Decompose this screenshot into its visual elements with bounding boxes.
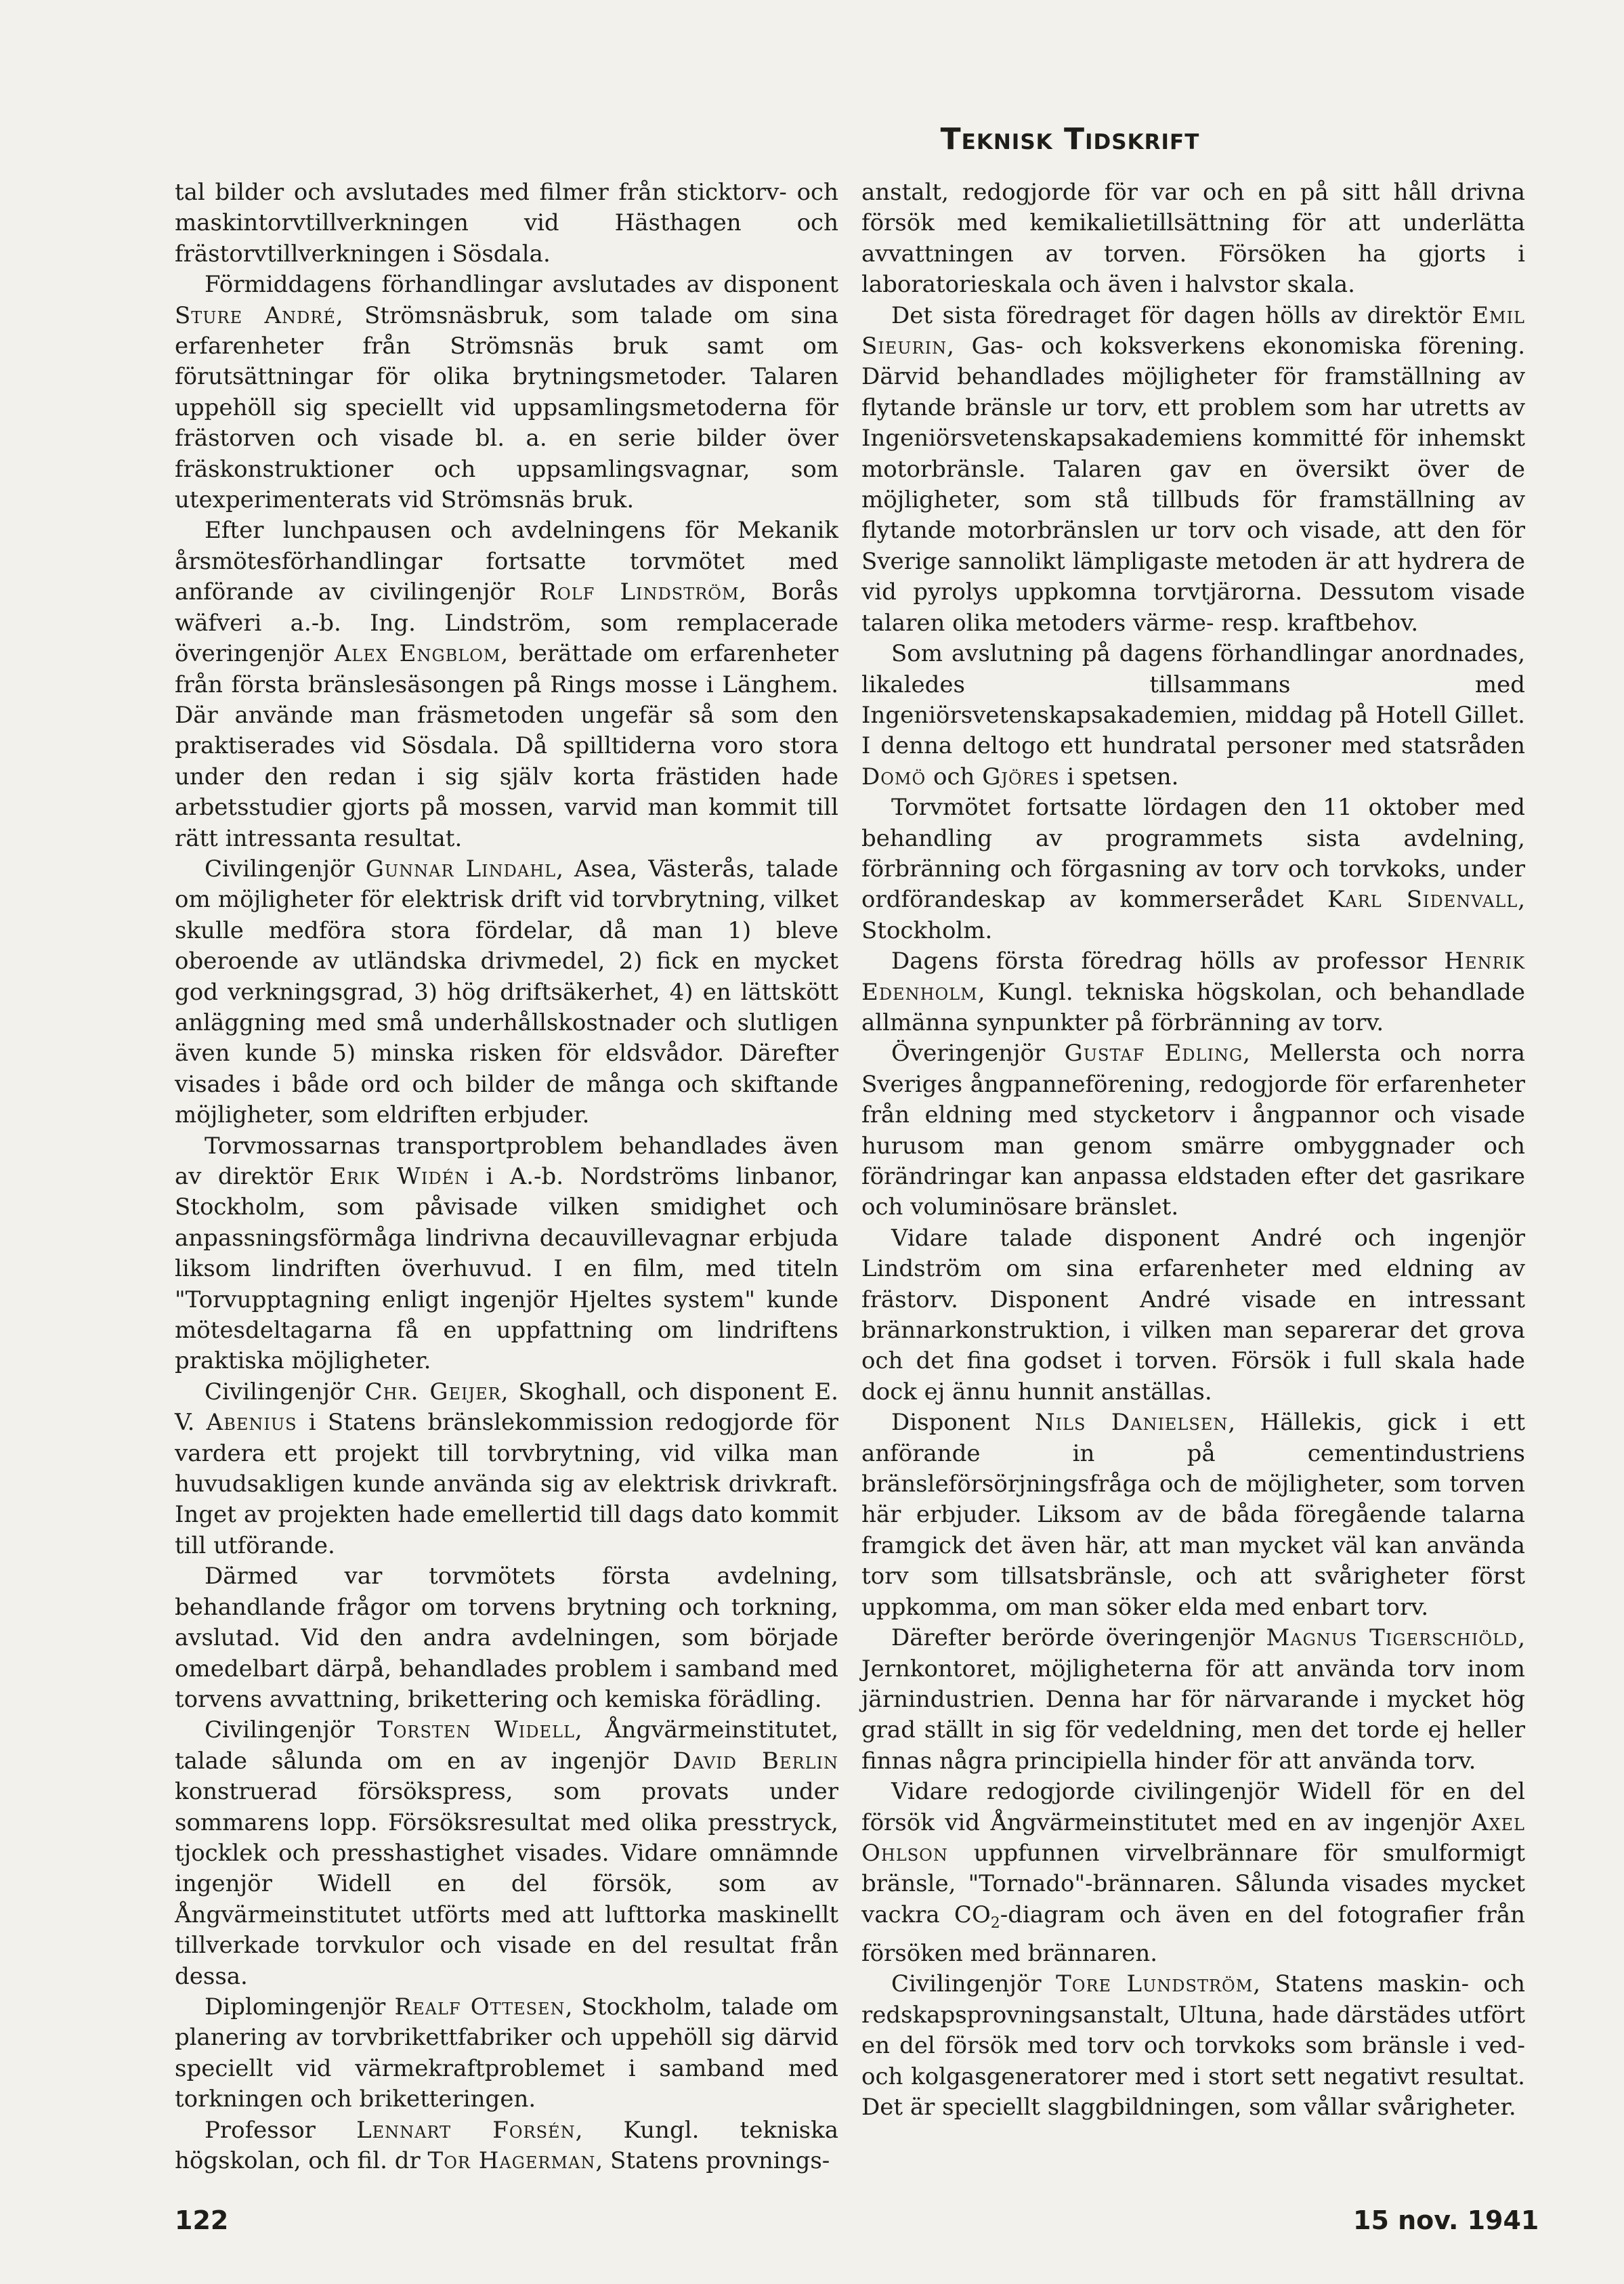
paragraph-text: Det sista föredraget för dagen hölls av direktör — [891, 301, 1472, 329]
article-paragraph — [861, 946, 1525, 1038]
left-text-column — [175, 177, 838, 2176]
journal-masthead: Teknisk Tidskrift — [940, 122, 1200, 156]
article-paragraph — [861, 1623, 1525, 1777]
article-paragraph — [175, 1715, 838, 1992]
subscript: 2 — [990, 1914, 1000, 1932]
article-paragraph — [175, 1377, 838, 1561]
paragraph-text: , Strömsnäsbruk, som talade om sina erfarenheter från Strömsnäs bruk samt om förutsättningar för olika brytningsmetoder. Talaren uppehöll sig speciellt vid uppsamlingsmetoderna för frästorven och visade bl. a. en serie bilder över fräskonstruktioner och uppsamlingsvagnar, som utexperimenterats vid Strömsnäs bruk. — [175, 301, 838, 514]
right-text-column — [861, 177, 1525, 2123]
article-paragraph — [861, 1777, 1525, 1969]
paragraph-text: anstalt, redogjorde för var och en på sitt håll drivna försök med kemikalietillsättning för att underlätta avvattningen av torven. Försöken ha gjorts i laboratorieskala och även i halvstor skala. — [861, 179, 1525, 299]
paragraph-text: -diagram och även en del fotografier från försöken med brännaren. — [861, 1901, 1525, 1967]
paragraph-text: Civilingenjör — [205, 855, 366, 883]
paragraph-text: Efter lunchpausen och avdelningens för Mekanik årsmötesförhandlingar fortsatte torvmötet med anförande av civilingenjör — [175, 517, 838, 606]
paragraph-text: Torvmossarnas transportproblem behandlades även av direktör — [175, 1132, 838, 1190]
paragraph-text: Professor — [205, 2116, 357, 2144]
article-paragraph — [861, 1038, 1525, 1223]
person-name: Henrik Edenholm — [861, 948, 1525, 1006]
paragraph-text: Vidare redogjorde civilingenjör Widell för en del försök vid Ångvärmeinstitutet med en av ingenjör — [861, 1778, 1525, 1836]
paragraph-text: , Statens provnings- — [595, 2147, 830, 2174]
paragraph-text: och — [926, 763, 983, 790]
paragraph-text: Därefter berörde överingenjör — [891, 1624, 1266, 1652]
paragraph-text: , Gas- och koksverkens ekonomiska förening. Därvid behandlades möjligheter för framställning av flytande bränsle ur torv, ett problem som har utretts av Ingeniörsvetenskapsakademiens kommitté för inhemskt motorbränsle. Talaren gav en översikt över de möjligheter, som stå tillbuds för framställning av flytande motorbränslen ur torv och visade, att den för Sverige sannolikt lämpligaste metoden är att hydrera de vid pyrolys uppkomna torvtjärorna. Dessutom visade talaren olika metoders värme- resp. kraftbehov. — [861, 333, 1525, 637]
paragraph-text: , Stockholm, talade om planering av torvbrikettfabriker och uppehöll sig därvid speciellt vid värmekraftproblemet i samband med torkningen och briketteringen. — [175, 1993, 838, 2113]
person-name: Erik Widén — [329, 1163, 470, 1190]
paragraph-text: Dagens första föredrag hölls av professor — [891, 948, 1445, 975]
article-paragraph — [861, 1408, 1525, 1623]
article-paragraph — [175, 1992, 838, 2115]
paragraph-text: Som avslutning på dagens förhandlingar anordnades, likaledes tillsammans med Ingeniörsvetenskapsakademien, middag på Hotell Gillet. I denna deltogo ett hundratal personer med statsråden — [861, 640, 1525, 760]
paragraph-text: Civilingenjör — [205, 1378, 365, 1405]
paragraph-text: , Hällekis, gick i ett anförande in på cementindustriens bränsleförsörjningsfråga och de möjligheter, som torven här erbjuder. Liksom av de båda föregående talarna framgick det även här, att man mycket väl kan använda torv som tillsatsbränsle, och att svårigheter först uppkomma, om man söker elda med enbart torv. — [861, 1409, 1525, 1621]
article-paragraph — [861, 301, 1525, 639]
article-paragraph — [175, 2115, 838, 2177]
paragraph-text: , Mellersta och norra Sveriges ångpanneförening, redogjorde för erfarenheter från eldning med stycketorv i ångpannor och visade hurusom man genom smärre ombyggnader och förändringar kan anpassa eldstaden efter det gasrikare och voluminösare bränslet. — [861, 1040, 1525, 1221]
person-name: Torsten Widell — [377, 1716, 575, 1744]
paragraph-text: , Stockholm. — [861, 886, 1525, 944]
person-name: Chr. Geijer — [364, 1378, 501, 1405]
paragraph-text: , Borås wäfveri a.-b. Ing. Lindström, som remplacerade överingenjör — [175, 578, 839, 668]
paragraph-text: , Skoghall, och disponent E. V. — [175, 1378, 838, 1437]
person-name: David Berlin — [672, 1747, 838, 1775]
paragraph-text: , Ångvärmeinstitutet, talade sålunda om en av ingenjör — [175, 1716, 839, 1775]
paragraph-text: Diplomingenjör — [205, 1993, 395, 2021]
paragraph-text: Överingenjör — [891, 1040, 1065, 1067]
paragraph-text: , Kungl. tekniska högskolan, och behandlade allmänna synpunkter på förbränning av torv. — [861, 978, 1525, 1036]
paragraph-text: Civilingenjör — [891, 1970, 1056, 1998]
issue-date: 15 nov. 1941 — [1353, 2205, 1539, 2235]
paragraph-text: , Statens maskin- och redskapsprovningsanstalt, Ultuna, hade därstädes utfört en del försök med torv och torvkoks som bränsle i ved- och kolgasgeneratorer med i stort sett negativt resultat. Det är speciellt slaggbildningen, som vållar svårigheter. — [861, 1970, 1525, 2121]
person-name: Emil Sieurin — [861, 301, 1525, 360]
person-name: Abenius — [206, 1409, 297, 1437]
person-name: Lennart Forsén — [356, 2116, 576, 2144]
person-name: Alex Engblom — [334, 640, 501, 668]
person-name: Karl Sidenvall — [1327, 886, 1518, 914]
paragraph-text: Förmiddagens förhandlingar avslutades av disponent — [205, 271, 838, 299]
paragraph-text: i Statens bränslekommission redogjorde för vardera ett projekt till torvbrytning, vid vilka man huvudsakligen kunde använda sig av elektrisk drivkraft. Inget av projekten hade emellertid till dags dato kommit till utförande. — [175, 1409, 838, 1559]
paragraph-text: uppfunnen virvelbrännare för smulformigt bränsle, "Tornado"-brännaren. Sålunda visades mycket vackra CO — [861, 1839, 1525, 1928]
article-paragraph — [175, 1561, 838, 1715]
person-name: Gustaf Edling — [1064, 1040, 1243, 1067]
paragraph-text: i spetsen. — [1059, 763, 1179, 790]
article-paragraph — [861, 1223, 1525, 1408]
article-paragraph — [175, 177, 838, 270]
article-paragraph — [861, 792, 1525, 946]
paragraph-text: Disponent — [891, 1409, 1035, 1437]
person-name: Tore Lundström — [1056, 1970, 1254, 1998]
person-name: Sture André — [175, 301, 336, 329]
paragraph-text: , berättade om erfarenheter från första bränslesäsongen på Rings mosse i Länghem. Där använde man fräsmetoden ungefär så som den praktiserades vid Sösdala. Då spilltiderna voro stora under den redan i sig själv korta frästiden hade arbetsstudier gjorts på mossen, varvid man kommit till rätt intressanta resultat. — [175, 640, 838, 852]
paragraph-text: , Asea, Västerås, talade om möjligheter för elektrisk drift vid torvbrytning, vilket skulle medföra stora fördelar, då man 1) bleve oberoende av utländska drivmedel, 2) fick en mycket god verkningsgrad, 3) hög driftsäkerhet, 4) en lättskött anläggning med små underhållskostnader och slutligen även kunde 5) minska risken för eldsvådor. Därefter visades i både ord och bilder de många och skiftande möjligheter, som eldriften erbjuder. — [175, 855, 838, 1129]
paragraph-text: tal bilder och avslutades med filmer från sticktorv- och maskintorvtillverkningen vid Hästhagen och frästorvtillverkningen i Sösdala. — [175, 179, 838, 268]
article-paragraph — [861, 177, 1525, 301]
person-name: Gunnar Lindahl — [365, 855, 557, 883]
article-paragraph — [175, 270, 838, 515]
person-name: Tor Hagerman — [427, 2147, 596, 2174]
person-name: Gjöres — [982, 763, 1060, 790]
person-name: Axel Ohlson — [861, 1809, 1525, 1867]
paragraph-text: Vidare talade disponent André och ingenjör Lindström om sina erfarenheter med eldning av frästorv. Disponent André visade en intressant brännarkonstruktion, i vilken man separerar det grova och det fina godset i torven. Försök i full skala hade dock ej ännu hunnit anställas. — [861, 1224, 1525, 1405]
paragraph-text: i A.-b. Nordströms linbanor, Stockholm, som påvisade vilken smidighet och anpassningsförmåga lindrivna decauvillevagnar erbjuda liksom lindriften överhuvud. I en film, med titeln "Torvupptagning enligt ingenjör Hjeltes system" kunde mötesdeltagarna få en uppfattning om lindriftens praktiska möjligheter. — [175, 1163, 838, 1375]
article-paragraph — [175, 854, 838, 1131]
article-paragraph — [861, 639, 1525, 792]
person-name: Nils Danielsen — [1034, 1409, 1228, 1437]
paragraph-text: Torvmötet fortsatte lördagen den 11 oktober med behandling av programmets sista avdelning, förbränning och förgasning av torv och torvkoks, under ordförandeskap av kommerserådet — [861, 794, 1525, 914]
person-name: Magnus Tigerschiöld — [1266, 1624, 1518, 1652]
article-paragraph — [175, 1131, 838, 1377]
paragraph-text: , Jernkontoret, möjligheterna för att använda torv inom järnindustrien. Denna har för närvarande i mycket hög grad ställt in sig för vedeldning, men det torde ej heller finnas några principiella hinder för att använda torv. — [861, 1624, 1525, 1775]
person-name: Domö — [861, 763, 926, 790]
page-number: 122 — [175, 2205, 229, 2235]
article-paragraph — [175, 515, 838, 853]
paragraph-text: , Kungl. tekniska högskolan, och fil. dr — [175, 2116, 839, 2174]
person-name: Rolf Lindström — [539, 578, 740, 606]
person-name: Realf Ottesen — [394, 1993, 565, 2021]
paragraph-text: Därmed var torvmötets första avdelning, behandlande frågor om torvens brytning och torkning, avslutad. Vid den andra avdelningen, som började omedelbart därpå, behandlades problem i samband med torvens avvattning, brikettering och kemiska förädling. — [175, 1563, 838, 1713]
article-paragraph — [861, 1969, 1525, 2123]
paragraph-text: konstruerad försökspress, som provats under sommarens lopp. Försöksresultat med olika presstryck, tjocklek och presshastighet visades. Vidare omnämnde ingenjör Widell en del försök, som av Ångvärmeinstitutet utförts med att lufttorka maskinellt tillverkade torvkulor och visade en del resultat från dessa. — [175, 1778, 838, 1990]
paragraph-text: Civilingenjör — [205, 1716, 378, 1744]
